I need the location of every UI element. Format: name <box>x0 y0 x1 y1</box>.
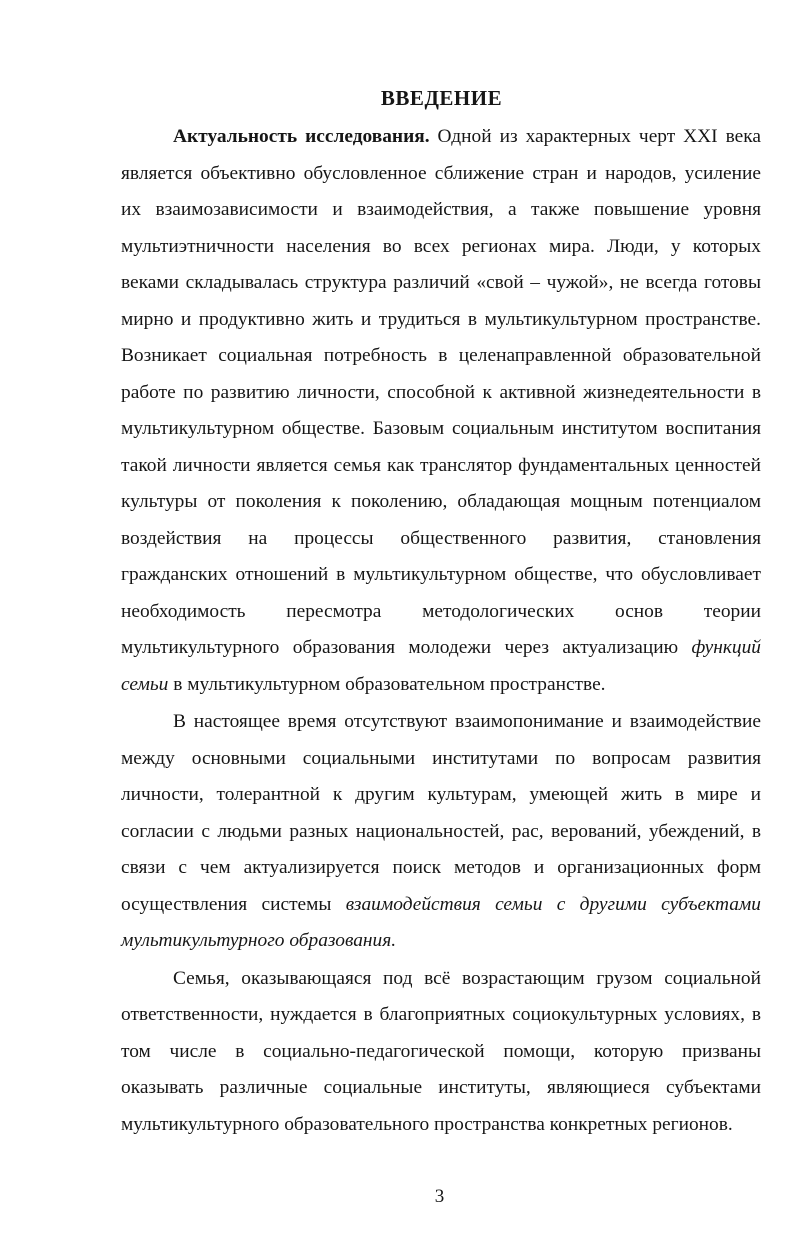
paragraph-text: в мультикультурном образовательном пространстве. <box>168 673 606 695</box>
paragraph-family <box>121 961 761 1144</box>
page-title: ВВЕДЕНИЕ <box>380 86 503 110</box>
paragraph-text: В настоящее время отсутствуют взаимопонимание и взаимодействие между основными социальными институтами по вопросам развития личности, толерантной к другим культурам, умеющей жить в мире и согласии с людьми разных национальностей, рас, верований, убеждений, в связи с чем актуализируется поиск методов и организационных форм осуществления системы <box>121 711 761 915</box>
paragraph-interaction <box>121 704 761 960</box>
body-text <box>121 119 761 1143</box>
paragraph-emphasis: взаимодействия семьи с другими субъектами мультикультурного образования. <box>121 893 761 951</box>
paragraph-text: Одной из характерных черт XXI века является объективно обусловленное сближение стран и народов, усиление их взаимозависимости и взаимодействия, а также повышение уровня мультиэтничности населения во всех регионах мира. Люди, у которых веками складывалась структура различий «свой – чужой», не всегда готовы мирно и продуктивно жить и трудиться в мультикультурном пространстве. Возникает социальная потребность в целенаправленной образовательной работе по развитию личности, способной к активной жизнедеятельности в мультикультурном обществе. Базовым социальным институтом воспитания такой личности является семья как транслятор фундаментальных ценностей культуры от поколения к поколению, обладающая мощным потенциалом воздействия на процессы общественного развития, становления гражданских отношений в мультикультурном обществе, что обусловливает необходимость пересмотра методологических основ теории мультикультурного образования молодежи через актуализацию <box>121 126 761 658</box>
paragraph-lead-heading: Актуальность исследования. <box>173 126 430 147</box>
paragraph-emphasis: функций семьи <box>121 637 761 695</box>
paragraph-relevance <box>121 119 761 703</box>
page-number: 3 <box>434 1186 445 1207</box>
paragraph-text: Семья, оказывающаяся под всё возрастающим грузом социальной ответственности, нуждается в благоприятных социокультурных условиях, в том числе в социально-педагогической помощи, которую призваны оказывать различные социальные институты, являющиеся субъектами мультикультурного образовательного пространства конкретных регионов. <box>121 967 761 1135</box>
